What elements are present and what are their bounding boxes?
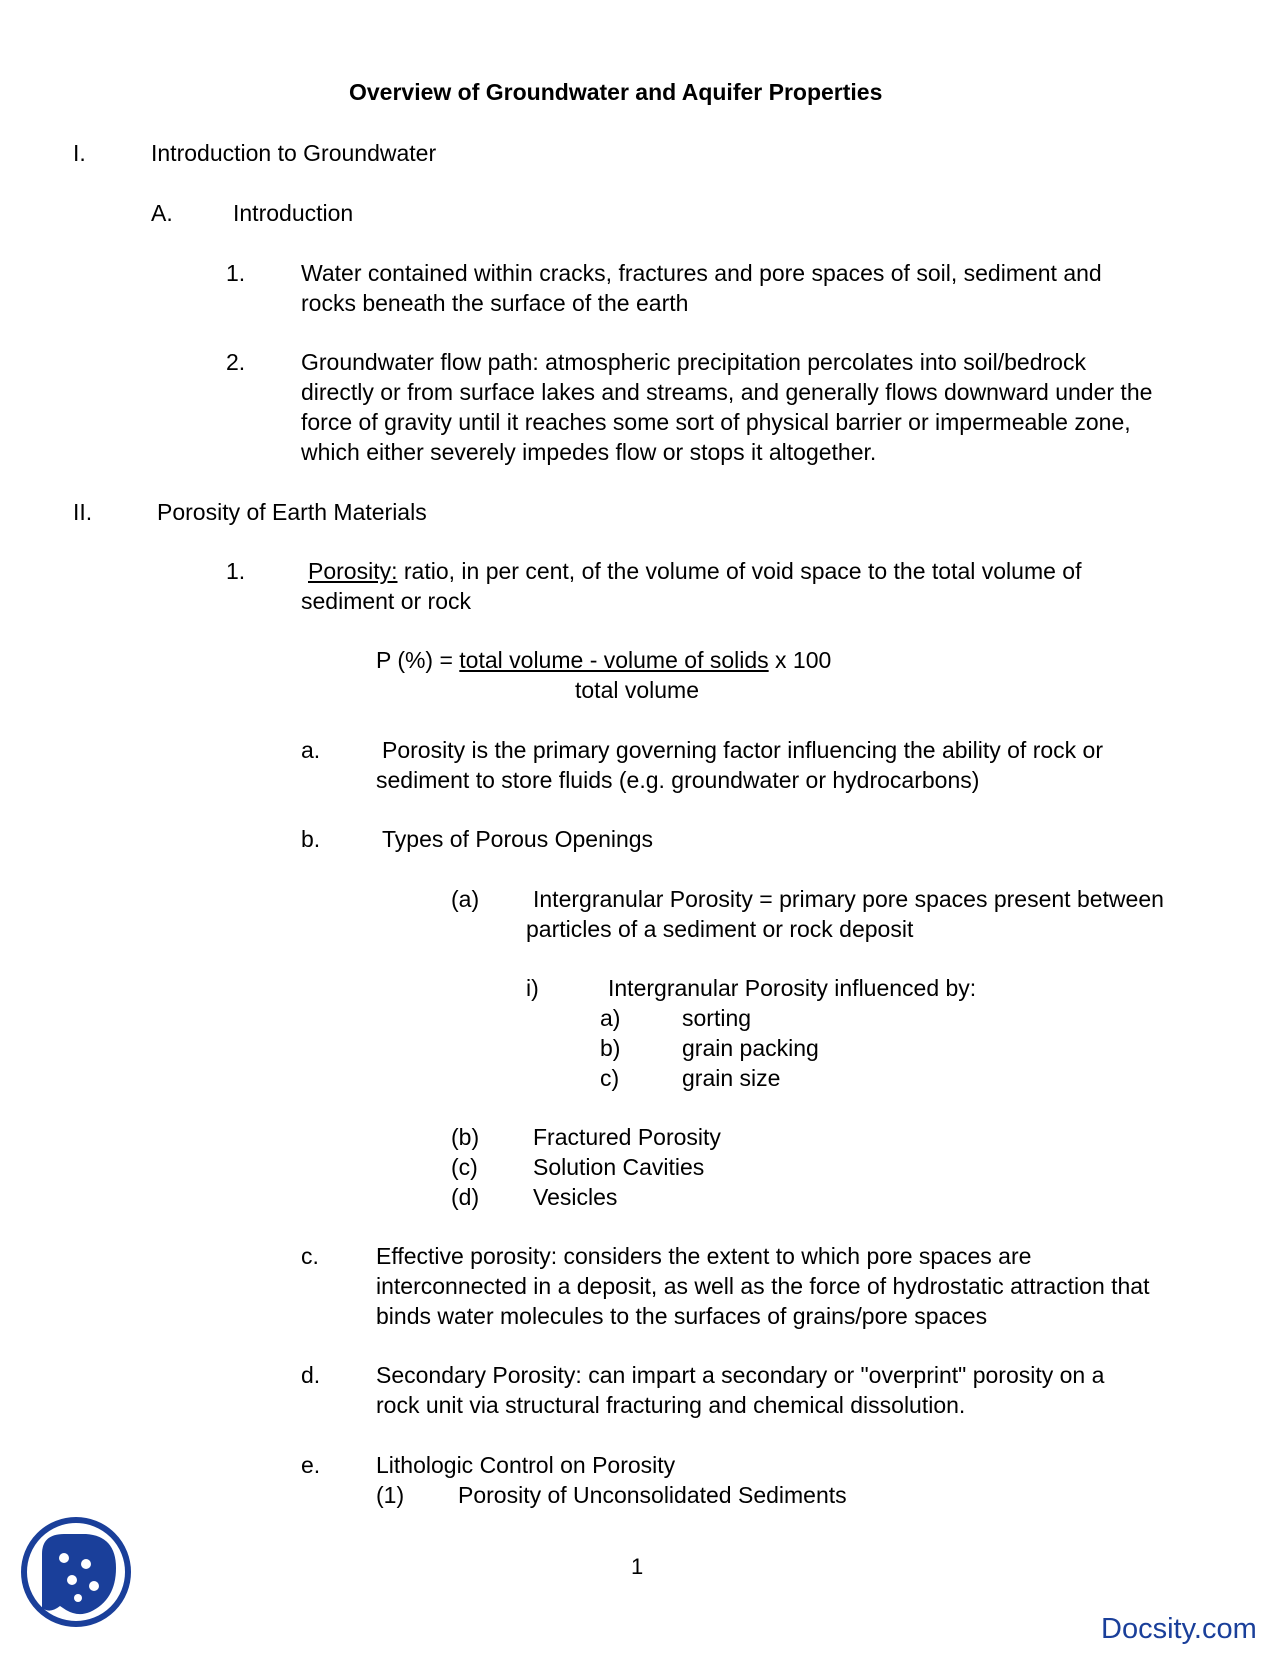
porosity-definition-text: ratio, in per cent, of the volume of void space to the total volume of xyxy=(397,558,1082,584)
porous-type-a-marker: (a) xyxy=(451,886,480,912)
formula-numerator: total volume - volume of solids xyxy=(459,647,769,673)
porosity-formula xyxy=(376,645,831,675)
item-a-line-1: Porosity is the primary governing factor influencing the ability of rock or xyxy=(382,737,1103,763)
item-a-marker: a. xyxy=(301,737,321,763)
item-c-line-2: interconnected in a deposit, as well as the force of hydrostatic attraction that xyxy=(376,1273,1150,1299)
porous-type-c-label: Solution Cavities xyxy=(533,1154,705,1180)
formula-factor: x 100 xyxy=(768,647,832,673)
item-1-marker: 1. xyxy=(226,260,246,286)
porous-type-b-label: Fractured Porosity xyxy=(533,1124,721,1150)
item-e-1-label: Porosity of Unconsolidated Sediments xyxy=(458,1482,847,1508)
item-2-line-3: force of gravity until it reaches some sort of physical barrier or impermeable zone, xyxy=(301,409,1131,435)
porosity-term: Porosity: xyxy=(308,558,398,584)
item-2-line-4: which either severely impedes flow or stops it altogether. xyxy=(301,439,877,465)
roman-i-heading: Intergranular Porosity influenced by: xyxy=(608,975,977,1001)
page-number: 1 xyxy=(631,1554,644,1579)
section-2-marker: II. xyxy=(73,499,93,525)
subsection-a-heading: Introduction xyxy=(233,200,354,226)
porous-type-a-line-1: Intergranular Porosity = primary pore spaces present between xyxy=(533,886,1164,912)
docsity-logo-icon xyxy=(20,1516,132,1628)
item-d-marker: d. xyxy=(301,1362,321,1388)
factor-grain-packing-marker: b) xyxy=(600,1035,621,1061)
item-e-heading: Lithologic Control on Porosity xyxy=(376,1452,676,1478)
factor-sorting-marker: a) xyxy=(600,1005,621,1031)
item-e-marker: e. xyxy=(301,1452,321,1478)
formula-denominator: total volume xyxy=(575,677,700,703)
section-1-heading: Introduction to Groundwater xyxy=(151,140,437,166)
section-1-marker: I. xyxy=(73,140,86,166)
roman-i-marker: i) xyxy=(526,975,539,1001)
porosity-definition-line-2: sediment or rock xyxy=(301,588,472,614)
section-2-heading: Porosity of Earth Materials xyxy=(157,499,427,525)
porosity-definition-line-1 xyxy=(308,556,1081,586)
item-c-marker: c. xyxy=(301,1243,319,1269)
porous-type-a-line-2: particles of a sediment or rock deposit xyxy=(526,916,914,942)
item-c-line-3: binds water molecules to the surfaces of grains/pore spaces xyxy=(376,1303,988,1329)
item-2-line-2: directly or from surface lakes and streams, and generally flows downward under the xyxy=(301,379,1153,405)
item-2-line-1: Groundwater flow path: atmospheric precipitation percolates into soil/bedrock xyxy=(301,349,1086,375)
porous-type-c-marker: (c) xyxy=(451,1154,478,1180)
item-1-line-1: Water contained within cracks, fractures and pore spaces of soil, sediment and xyxy=(301,260,1102,286)
item-b-heading: Types of Porous Openings xyxy=(382,826,654,852)
factor-grain-size-marker: c) xyxy=(600,1065,620,1091)
item-a-line-2: sediment to store fluids (e.g. groundwater or hydrocarbons) xyxy=(376,767,980,793)
item-c-line-1: Effective porosity: considers the extent to which pore spaces are xyxy=(376,1243,1032,1269)
subsection-a-marker: A. xyxy=(151,200,173,226)
factor-grain-packing-label: grain packing xyxy=(682,1035,819,1061)
porous-type-d-marker: (d) xyxy=(451,1184,480,1210)
docsity-brand[interactable]: Docsity.com xyxy=(1101,1613,1257,1645)
item-b-marker: b. xyxy=(301,826,321,852)
factor-grain-size-label: grain size xyxy=(682,1065,781,1091)
formula-lhs: P (%) = xyxy=(376,647,460,673)
document-title: Overview of Groundwater and Aquifer Properties xyxy=(349,79,883,105)
porous-type-b-marker: (b) xyxy=(451,1124,480,1150)
factor-sorting-label: sorting xyxy=(682,1005,752,1031)
item-d-line-1: Secondary Porosity: can impart a secondary or "overprint" porosity on a xyxy=(376,1362,1105,1388)
porosity-item-marker: 1. xyxy=(226,558,246,584)
item-1-line-2: rocks beneath the surface of the earth xyxy=(301,290,689,316)
item-d-line-2: rock unit via structural fracturing and chemical dissolution. xyxy=(376,1392,966,1418)
item-2-marker: 2. xyxy=(226,349,246,375)
item-e-1-marker: (1) xyxy=(376,1482,405,1508)
porous-type-d-label: Vesicles xyxy=(533,1184,618,1210)
